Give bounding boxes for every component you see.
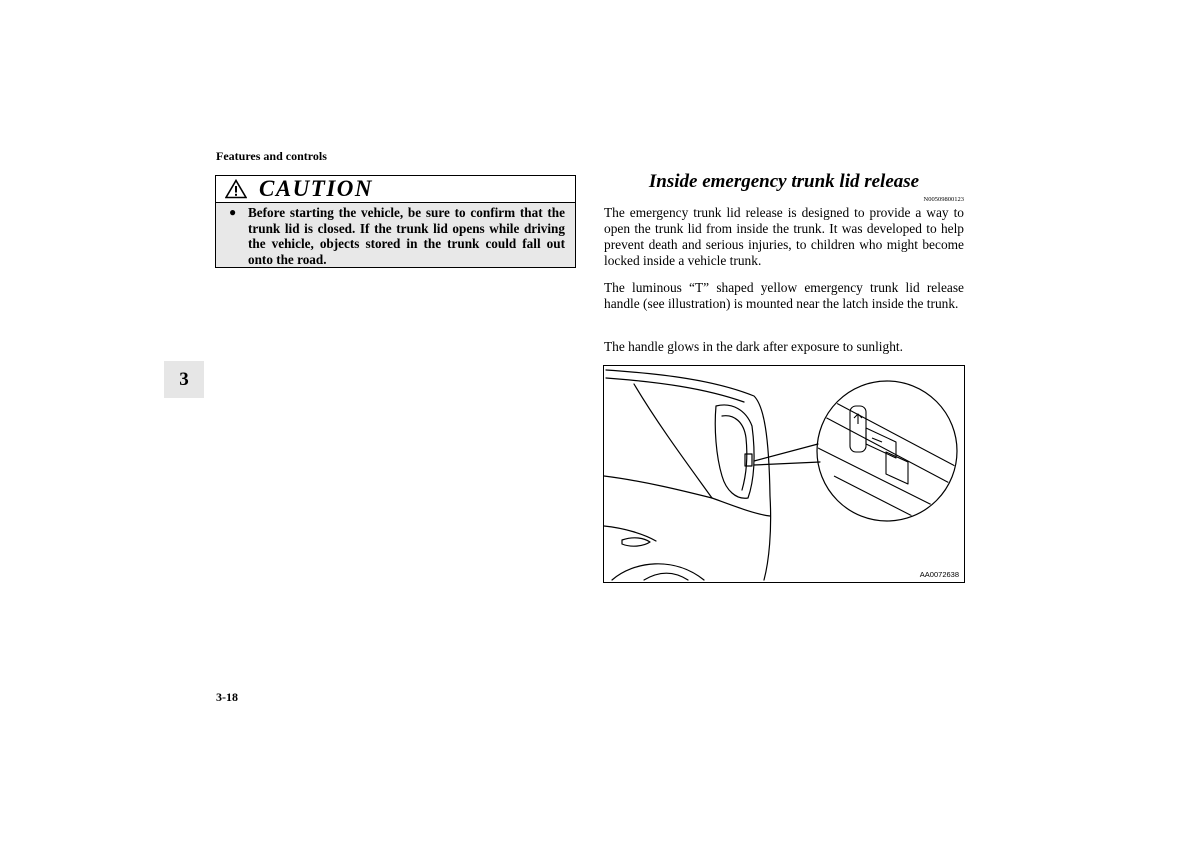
trunk-release-illustration (603, 365, 965, 583)
section-header: Features and controls (216, 149, 327, 163)
caution-title: CAUTION (259, 176, 374, 201)
figure-id: AA0072638 (919, 570, 959, 579)
paragraph-purpose: The emergency trunk lid release is designed to provide a way to open the trunk lid from inside the trunk. It was developed to help prevent death and serious injuries, to children who might become locked inside a vehicle trunk. (604, 205, 964, 268)
trunk-release-drawing (604, 366, 965, 583)
warning-triangle-icon (225, 179, 247, 199)
caution-text: Before starting the vehicle, be sure to confirm that the trunk lid is closed. If the trunk lid opens while driving the vehicle, objects stored in the trunk could fall out onto the road. (248, 205, 565, 267)
paragraph-location: The luminous “T” shaped yellow emergency trunk lid release handle (see illustration) is mounted near the latch inside the trunk. (604, 280, 964, 311)
caution-box (215, 175, 576, 268)
section-title: Inside emergency trunk lid release (648, 171, 920, 192)
caution-header (216, 176, 575, 203)
caution-item (216, 203, 575, 267)
chapter-tab: 3 (164, 361, 204, 398)
bullet-icon: ● (229, 205, 237, 219)
reference-code: N00509800123 (923, 196, 964, 203)
page-number: 3-18 (216, 690, 238, 704)
paragraph-glow: The handle glows in the dark after exposure to sunlight. (604, 339, 903, 354)
